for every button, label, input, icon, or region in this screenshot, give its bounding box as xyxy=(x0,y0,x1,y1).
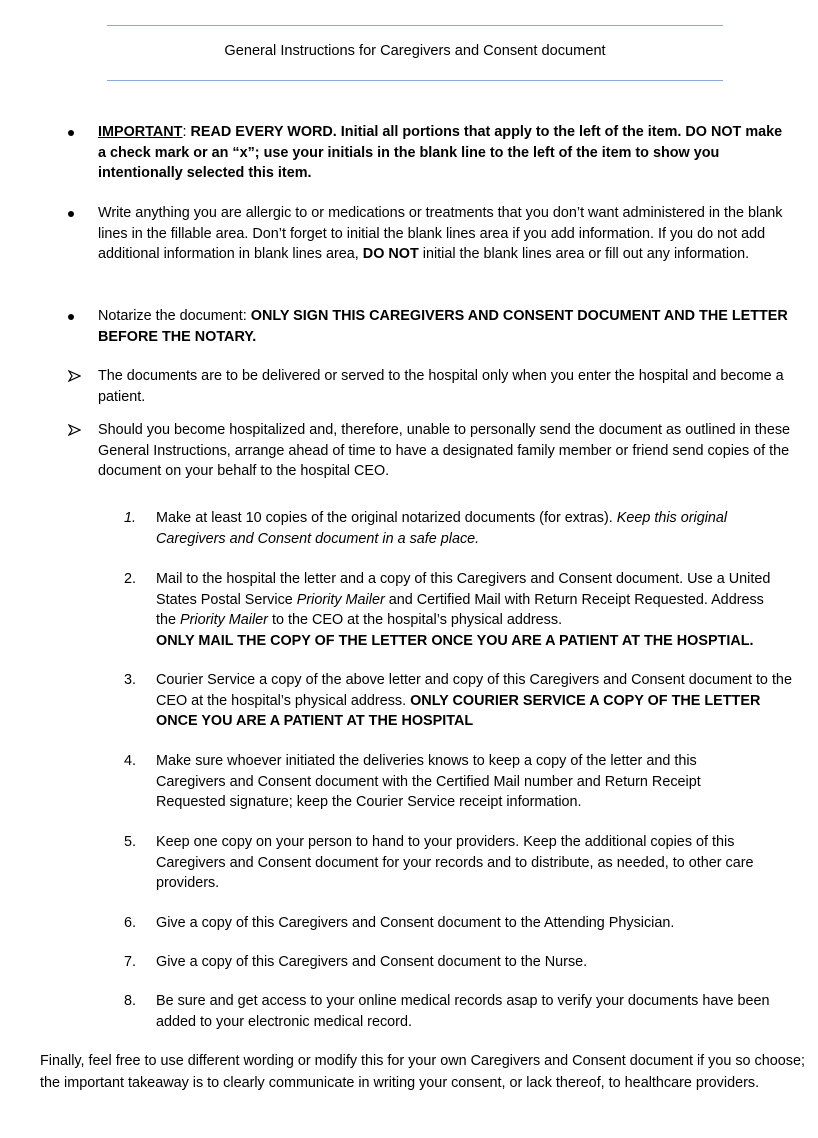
bullet-icon xyxy=(64,306,84,327)
step-number: 2. xyxy=(124,571,137,587)
step-5-text: Keep one copy on your person to hand to your providers. Keep the additional copies of this Caregivers and Consent document for your records and to distribute, as needed, to other care providers. xyxy=(156,834,754,892)
arrow-bullet-icon xyxy=(64,420,84,436)
step-number: 6. xyxy=(124,915,137,931)
allergies-bold: DO NOT xyxy=(362,246,419,263)
allergies-text-2: initial the blank lines area or fill out any information. xyxy=(418,246,750,263)
step-2-italic-2: Priority Mailer xyxy=(180,612,268,629)
step-8-text: Be sure and get access to your online medical records asap to verify your documents have been added to your electronic medical record. xyxy=(156,993,770,1030)
notarize-text: Notarize the document: xyxy=(98,308,251,324)
page-title: General Instructions for Caregivers and Consent document xyxy=(224,43,606,59)
delivery-text: The documents are to be delivered or served to the hospital only when you enter the hospital and become a patient. xyxy=(98,368,784,405)
step-2-text-2: and Certified Mail with Return Receipt Requested. Address the xyxy=(156,591,764,629)
arrow-bullet-icon xyxy=(64,366,84,382)
step-3-bold: ONLY COURIER SERVICE A COPY OF THE LETTER ONCE YOU ARE A PATIENT AT THE HOSPITAL xyxy=(156,692,761,730)
notarize-bold: ONLY SIGN THIS CAREGIVERS AND CONSENT DOCUMENT AND THE LETTER BEFORE THE NOTARY. xyxy=(98,308,788,345)
step-number: 1. xyxy=(124,510,137,526)
step-4-text: Make sure whoever initiated the deliveries knows to keep a copy of the letter and this Caregivers and Consent document with the Certified Mail number and Return Receipt Requested signature; keep the Courier Service receipt information. xyxy=(156,753,701,811)
allergies-text-1: Write anything you are allergic to or medications or treatments that you don’t want administered in the blank lines in the fillable area. Don’t forget to initial the blank lines area if you add information. If you do not add additional information in blank lines area, xyxy=(98,205,783,263)
bullet-icon xyxy=(64,122,84,143)
step-1-italic: Keep this original Caregivers and Consent document in a safe place. xyxy=(156,510,728,547)
header-top-rule xyxy=(107,25,723,26)
step-2-text-1: Mail to the hospital the letter and a copy of this Caregivers and Consent document. Use a United States Postal Service xyxy=(156,571,771,608)
step-number: 8. xyxy=(124,993,137,1009)
step-3-text: Courier Service a copy of the above letter and copy of this Caregivers and Consent document to the CEO at the hospital’s physical address. xyxy=(156,672,792,709)
step-number: 3. xyxy=(124,672,137,688)
step-6-text: Give a copy of this Caregivers and Consent document to the Attending Physician. xyxy=(156,915,675,931)
step-2-bold: ONLY MAIL THE COPY OF THE LETTER ONCE YOU ARE A PATIENT AT THE HOSPTIAL. xyxy=(156,632,754,649)
hospitalized-text: Should you become hospitalized and, therefore, unable to personally send the document as outlined in these General Instructions, arrange ahead of time to have a designated family member or friend send copies of the document on your behalf to the hospital CEO. xyxy=(98,422,791,480)
bullet-icon xyxy=(64,203,84,224)
step-number: 7. xyxy=(124,954,137,970)
important-text: READ EVERY WORD. Initial all portions that apply to the left of the item. DO NOT make a check mark or an “x”; use your initials in the blank line to the left of the item to show you intentionally selected this item. xyxy=(98,124,783,182)
step-1-text: Make at least 10 copies of the original notarized documents (for extras). xyxy=(156,510,617,526)
header-bottom-rule xyxy=(107,80,723,81)
closing-paragraph: Finally, feel free to use different wording or modify this for your own Caregivers and Consent document if you so choose; the important takeaway is to clearly communicate in writing your consent, or lack thereof, to healthcare providers. xyxy=(40,1053,805,1092)
step-number: 5. xyxy=(124,834,137,850)
step-number: 4. xyxy=(124,753,137,769)
step-2-text-3: to the CEO at the hospital’s physical address. xyxy=(267,612,563,629)
step-7-text: Give a copy of this Caregivers and Consent document to the Nurse. xyxy=(156,954,588,970)
important-label: IMPORTANT xyxy=(98,124,183,140)
step-2-italic-1: Priority Mailer xyxy=(296,591,385,608)
important-colon: : xyxy=(182,124,187,140)
